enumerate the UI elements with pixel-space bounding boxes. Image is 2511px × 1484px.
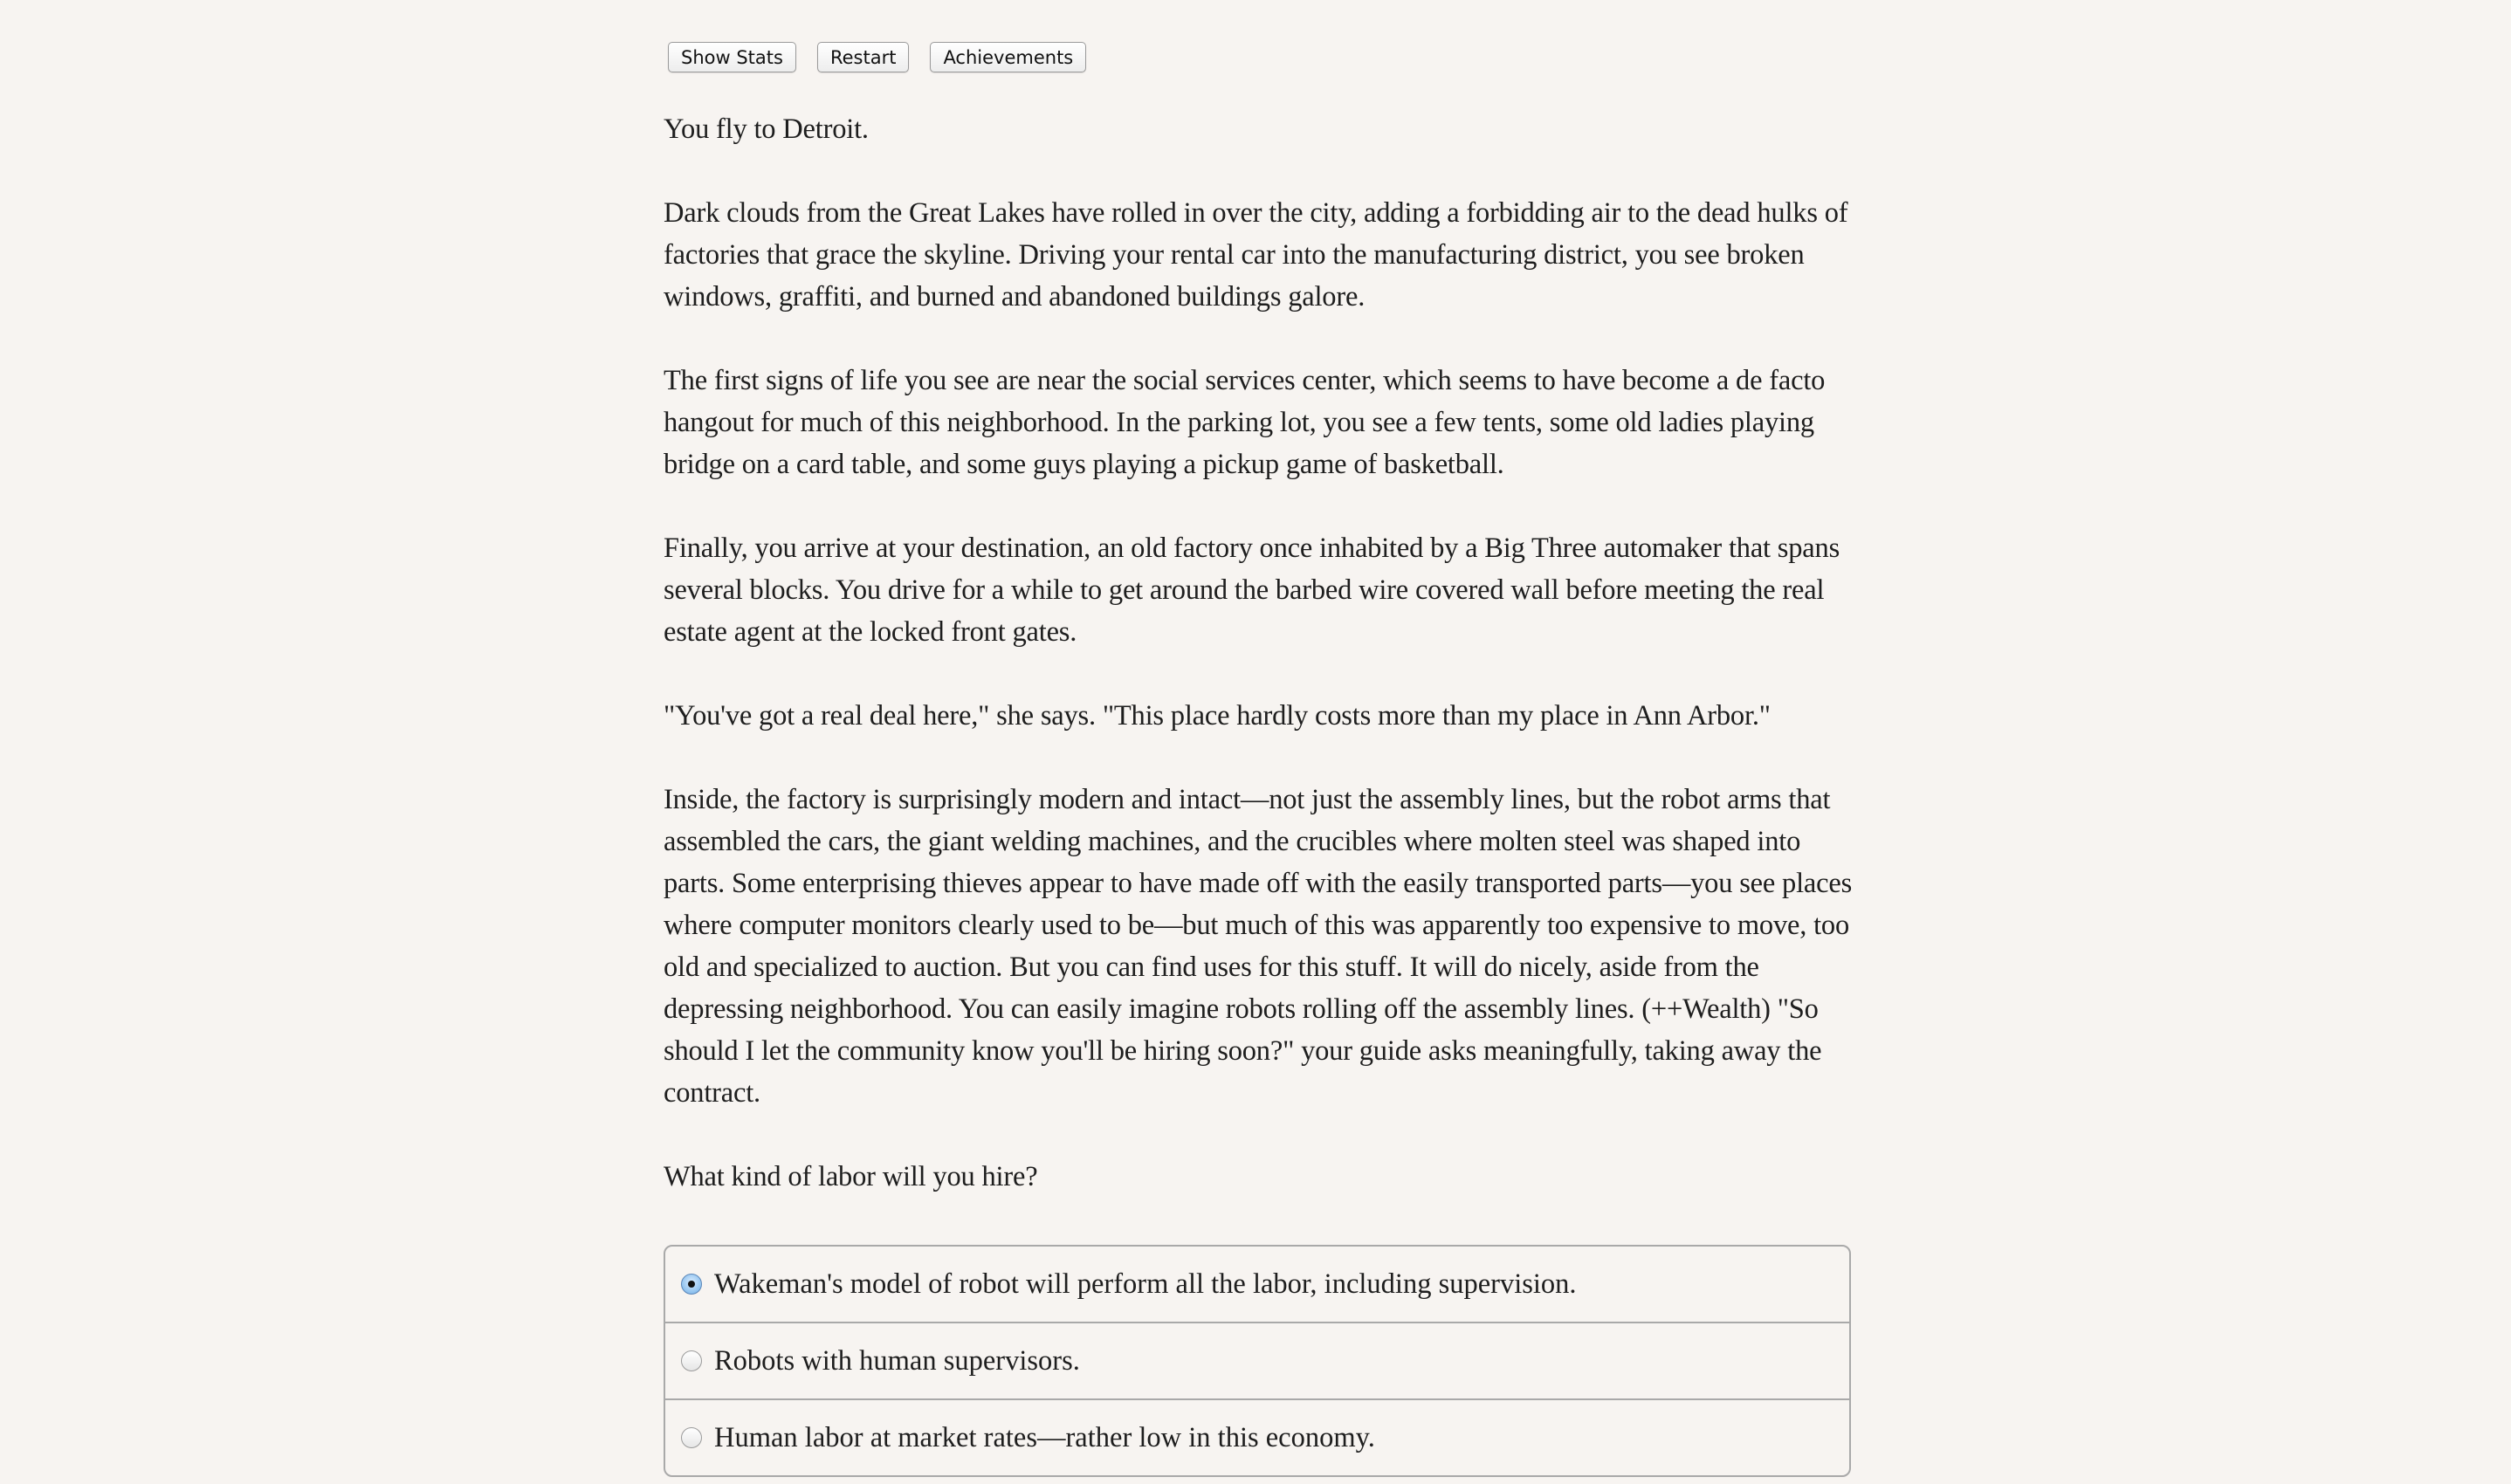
choice-question: What kind of labor will you hire? (664, 1161, 1038, 1192)
choice-label: Wakeman's model of robot will perform all the labor, including supervision. (714, 1268, 1577, 1300)
radio-button[interactable] (681, 1427, 702, 1448)
story-text (664, 108, 1860, 1198)
choice-option-human-labor[interactable] (665, 1398, 1849, 1475)
story-paragraph: Finally, you arrive at your destination, an old factory once inhabited by a Big Three automaker that spans several blocks. You drive for a while to get around the barbed wire covered wall before meeting the real estate agent at the locked front gates. (664, 532, 1840, 648)
restart-button[interactable]: Restart (817, 42, 909, 72)
story-paragraph: "You've got a real deal here," she says. "This place hardly costs more than my place in Ann Arbor." (664, 700, 1771, 732)
header-spacer (664, 0, 1860, 3)
choice-label: Human labor at market rates—rather low in this economy. (714, 1421, 1375, 1453)
toolbar (664, 42, 1860, 73)
achievements-button[interactable]: Achievements (930, 42, 1086, 72)
story-paragraph: Dark clouds from the Great Lakes have rolled in over the city, adding a forbidding air to the dead hulks of factories that grace the skyline. Driving your rental car into the manufacturing district, you see broken windows, graffiti, and burned and abandoned buildings galore. (664, 197, 1848, 313)
game-page (664, 0, 1860, 1477)
story-paragraph: You fly to Detroit. (664, 113, 869, 145)
show-stats-button[interactable]: Show Stats (668, 42, 796, 72)
choice-list (664, 1245, 1851, 1477)
radio-button-selected[interactable] (681, 1274, 702, 1295)
choice-label: Robots with human supervisors. (714, 1344, 1080, 1377)
story-paragraph: Inside, the factory is surprisingly modern and intact—not just the assembly lines, but the robot arms that assembled the cars, the giant welding machines, and the crucibles where molten steel was shaped into parts. Some enterprising thieves appear to have made off with the easily transported parts—you see places where computer monitors clearly used to be—but much of this was apparently too expensive to move, too old and specialized to auction. But you can find uses for this stuff. It will do nicely, aside from the depressing neighborhood. You can easily imagine robots rolling off the assembly lines. (++Wealth) "So should I let the community know you'll be hiring soon?" your guide asks meaningfully, taking away the contract. (664, 784, 1853, 1109)
story-paragraph: The first signs of life you see are near the social services center, which seems to have become a de facto hangout for much of this neighborhood. In the parking lot, you see a few tents, some old ladies playing bridge on a card table, and some guys playing a pickup game of basketball. (664, 365, 1826, 480)
choice-option-robots-with-supervisors[interactable] (665, 1322, 1849, 1398)
radio-button[interactable] (681, 1350, 702, 1371)
choice-option-robots-only[interactable] (665, 1247, 1849, 1322)
